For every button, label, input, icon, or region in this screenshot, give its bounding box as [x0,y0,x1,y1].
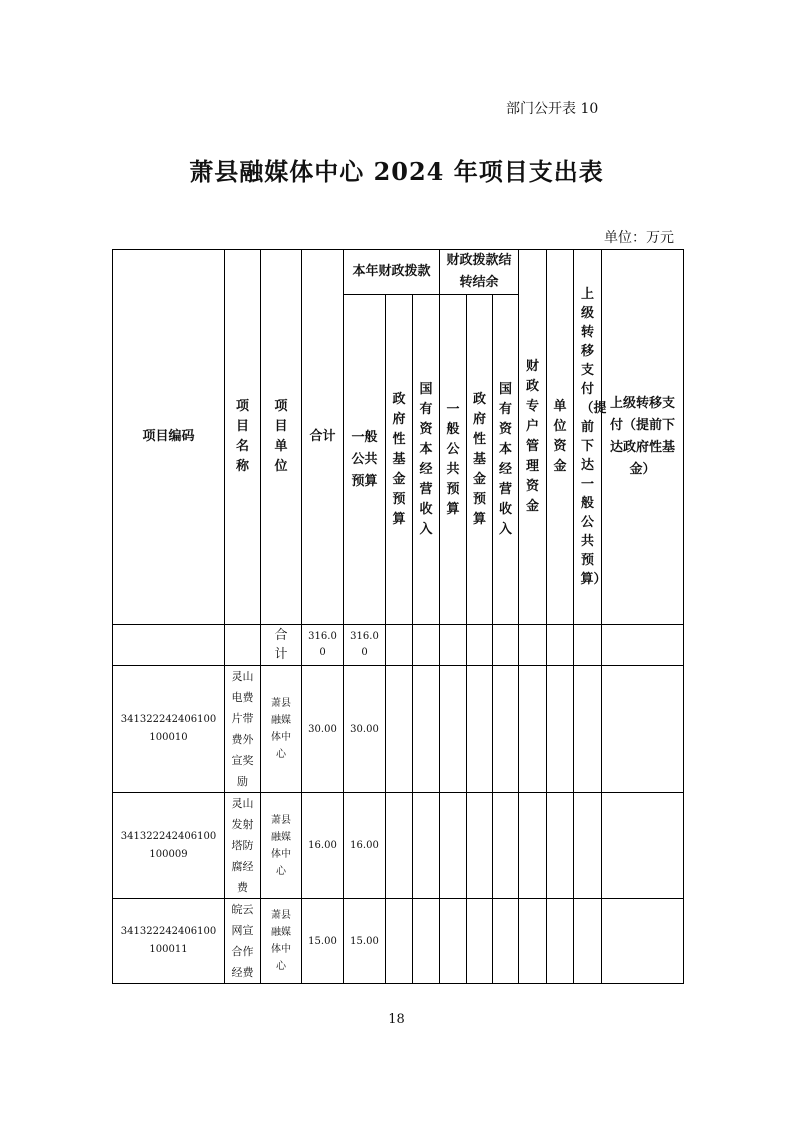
row-total: 16.00 [302,793,344,899]
header-carry-gov-fund: 政府性基金预算 [467,295,493,625]
header-unit-fund: 单位资金 [547,250,574,625]
header-upper-general: 上级转移支付（提前下达一般公共预算） [574,250,602,625]
project-unit: 萧县融媒体中心 [261,666,302,793]
project-expenditure-table [112,249,684,984]
project-name: 灵山发射塔防腐经费 [225,793,261,899]
page-title: 萧县融媒体中心 2024 年项目支出表 [189,157,604,186]
header-special-fund: 财政专户管理资金 [519,250,547,625]
header-total: 合计 [302,250,344,625]
header-name: 项目名称 [225,250,261,625]
row-general-budget: 16.00 [344,793,386,899]
total-amount: 316.00 [302,625,344,666]
header-gov-fund: 政府性基金预算 [386,295,413,625]
table-row [113,899,684,984]
total-general-budget: 316.00 [344,625,386,666]
project-unit: 萧县融媒体中心 [261,793,302,899]
total-row [113,625,684,666]
project-unit: 萧县融媒体中心 [261,899,302,984]
table-row [113,666,684,793]
row-general-budget: 15.00 [344,899,386,984]
project-code: 341322242406100100010 [113,666,225,793]
project-name: 皖云网宣合作经费 [225,899,261,984]
header-state-capital: 国有资本经营收入 [413,295,440,625]
header-general-budget: 一般公共预算 [344,295,386,625]
project-code: 341322242406100100011 [113,899,225,984]
total-label: 合计 [261,625,302,666]
row-general-budget: 30.00 [344,666,386,793]
header-code: 项目编码 [113,250,225,625]
table-row [113,793,684,899]
header-carry-general: 一般公共预算 [440,295,467,625]
header-carry-group: 财政拨款结转结余 [440,250,519,295]
form-number: 部门公开表 10 [506,101,599,117]
project-code: 341322242406100100009 [113,793,225,899]
page-number: 18 [388,1012,405,1027]
header-upper-gov-fund: 上级转移支付（提前下达政府性基金） [602,250,684,625]
row-total: 30.00 [302,666,344,793]
header-carry-state-capital: 国有资本经营收入 [493,295,519,625]
unit-label: 单位：万元 [604,230,674,246]
project-name: 灵山电费片带费外宣奖励 [225,666,261,793]
header-unit: 项目单位 [261,250,302,625]
row-total: 15.00 [302,899,344,984]
header-current-group: 本年财政拨款 [344,250,440,295]
